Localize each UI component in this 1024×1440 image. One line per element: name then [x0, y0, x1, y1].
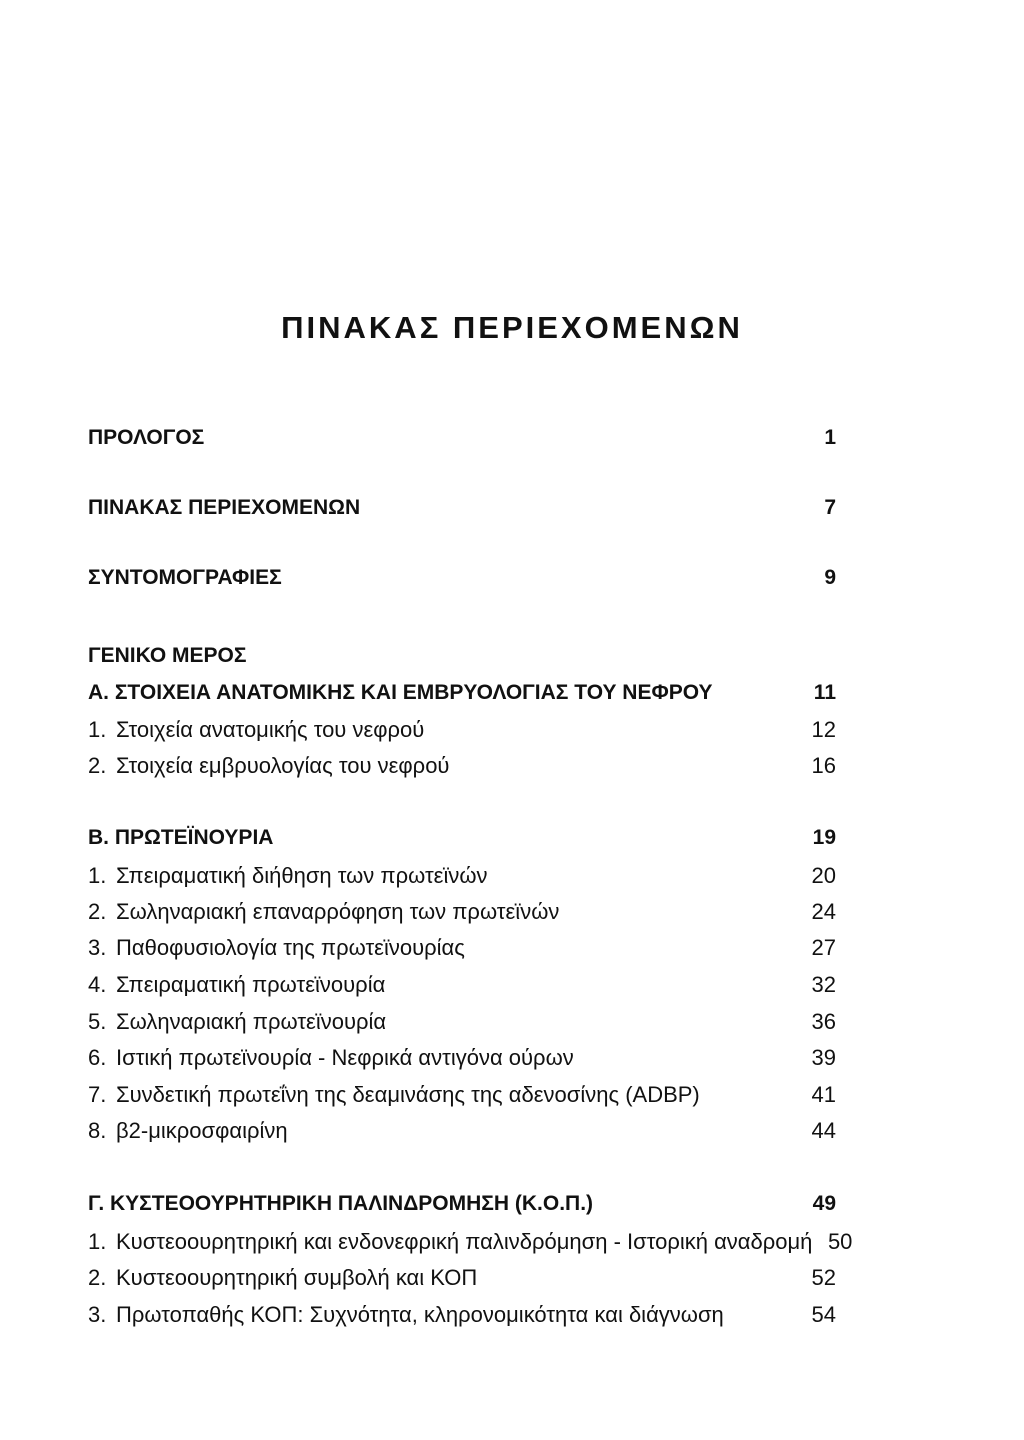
toc-entry-page: 44: [811, 1118, 836, 1143]
toc-entry-label: ΓΕΝΙΚΟ ΜΕΡΟΣ: [88, 644, 247, 667]
toc-subentry[interactable]: [88, 1226, 853, 1258]
toc-subentry[interactable]: [88, 750, 836, 782]
toc-entry-label: Σπειραματική διήθηση των πρωτεϊνών: [116, 863, 488, 888]
toc-entry-page: 41: [811, 1082, 836, 1107]
toc-subentry[interactable]: [88, 969, 836, 1001]
toc-entry-page: 54: [811, 1302, 836, 1327]
toc-part-heading: [88, 640, 836, 672]
toc-entry-label: Κυστεοουρητηρική και ενδονεφρική παλινδρόμηση - Ιστορική αναδρομή: [116, 1229, 813, 1254]
toc-subentry[interactable]: [88, 1299, 836, 1331]
toc-entry-number: 3.: [88, 935, 107, 960]
toc-entry-page: 11: [813, 681, 836, 704]
toc-entry-label: Ιστική πρωτεϊνουρία - Νεφρικά αντιγόνα ούρων: [116, 1045, 574, 1070]
toc-entry-label: β2-μικροσφαιρίνη: [116, 1118, 288, 1143]
toc-entry-label: ΠΡΟΛΟΓΟΣ: [88, 426, 205, 449]
toc-entry-page: 1: [824, 426, 836, 449]
toc-entry-prologue[interactable]: [88, 422, 836, 454]
toc-entry-label: ΠΙΝΑΚΑΣ ΠΕΡΙΕΧΟΜΕΝΩΝ: [88, 496, 361, 519]
toc-entry-number: 5.: [88, 1009, 107, 1034]
toc-entry-contents[interactable]: [88, 492, 836, 524]
toc-entry-page: 20: [811, 863, 836, 888]
toc-entry-page: 16: [811, 753, 836, 778]
toc-entry-page: 24: [811, 899, 836, 924]
toc-subentry[interactable]: [88, 932, 836, 964]
toc-subentry[interactable]: [88, 1115, 836, 1147]
toc-subentry[interactable]: [88, 1006, 836, 1038]
toc-section-a[interactable]: [88, 677, 836, 709]
toc-entry-label: Β. ΠΡΩΤΕΪΝΟΥΡΙΑ: [88, 826, 274, 849]
toc-entry-label: Πρωτοπαθής ΚΟΠ: Συχνότητα, κληρονομικότητα και διάγνωση: [116, 1302, 724, 1327]
toc-entry-page: 50: [827, 1229, 853, 1254]
toc-entry-number: 2.: [88, 899, 107, 924]
toc-subentry[interactable]: [88, 896, 836, 928]
toc-entry-number: 4.: [88, 972, 107, 997]
toc-entry-label: Στοιχεία ανατομικής του νεφρού: [116, 717, 425, 742]
toc-entry-page: 27: [811, 935, 836, 960]
page-title: ΠΙΝΑΚΑΣ ΠΕΡΙΕΧΟΜΕΝΩΝ: [281, 310, 743, 345]
toc-entry-abbreviations[interactable]: [88, 562, 836, 594]
toc-entry-label: Κυστεοουρητηρική συμβολή και ΚΟΠ: [116, 1265, 478, 1290]
toc-entry-label: Σωληναριακή επαναρρόφηση των πρωτεϊνών: [116, 899, 560, 924]
toc-entry-number: 1.: [88, 1229, 107, 1254]
toc-entry-label: Α. ΣΤΟΙΧΕΙΑ ΑΝΑΤΟΜΙΚΗΣ ΚΑΙ ΕΜΒΡΥΟΛΟΓΙΑΣ ΤΟΥ ΝΕΦΡΟΥ: [88, 681, 713, 704]
toc-entry-label: Στοιχεία εμβρυολογίας του νεφρού: [116, 753, 450, 778]
toc-section-c[interactable]: [88, 1188, 836, 1220]
toc-entry-number: 8.: [88, 1118, 107, 1143]
toc-entry-number: 1.: [88, 717, 107, 742]
toc-entry-label: ΣΥΝΤΟΜΟΓΡΑΦΙΕΣ: [88, 566, 282, 589]
toc-subentry[interactable]: [88, 1262, 836, 1294]
toc-section-b[interactable]: [88, 822, 836, 854]
toc-entry-number: 6.: [88, 1045, 107, 1070]
toc-entry-page: 52: [811, 1265, 836, 1290]
toc-subentry[interactable]: [88, 860, 836, 892]
toc-entry-label: Σπειραματική πρωτεϊνουρία: [116, 972, 386, 997]
toc-entry-page: 7: [824, 496, 836, 519]
toc-entry-number: 2.: [88, 753, 107, 778]
toc-entry-page: 39: [811, 1045, 836, 1070]
toc-entry-number: 2.: [88, 1265, 107, 1290]
toc-subentry[interactable]: [88, 1079, 836, 1111]
toc-entry-page: 32: [811, 972, 836, 997]
toc-entry-number: 1.: [88, 863, 107, 888]
toc-subentry[interactable]: [88, 1042, 836, 1074]
toc-entry-label: Γ. ΚΥΣΤΕΟΟΥΡΗΤΗΡΙΚΗ ΠΑΛΙΝΔΡΟΜΗΣΗ (Κ.Ο.Π.): [88, 1192, 594, 1215]
toc-entry-number: 7.: [88, 1082, 107, 1107]
toc-entry-page: 12: [811, 717, 836, 742]
toc-entry-page: 9: [824, 566, 836, 589]
toc-entry-number: 3.: [88, 1302, 107, 1327]
toc-entry-label: Παθοφυσιολογία της πρωτεϊνουρίας: [116, 935, 465, 960]
toc-entry-label: Σωληναριακή πρωτεϊνουρία: [116, 1009, 387, 1034]
toc-entry-page: 36: [811, 1009, 836, 1034]
toc-entry-label: Συνδετική πρωτεΐνη της δεαμινάσης της αδενοσίνης (ADBP): [116, 1082, 700, 1107]
toc-subentry[interactable]: [88, 714, 836, 746]
toc-entry-page: 19: [812, 826, 836, 849]
toc-entry-page: 49: [812, 1192, 836, 1215]
